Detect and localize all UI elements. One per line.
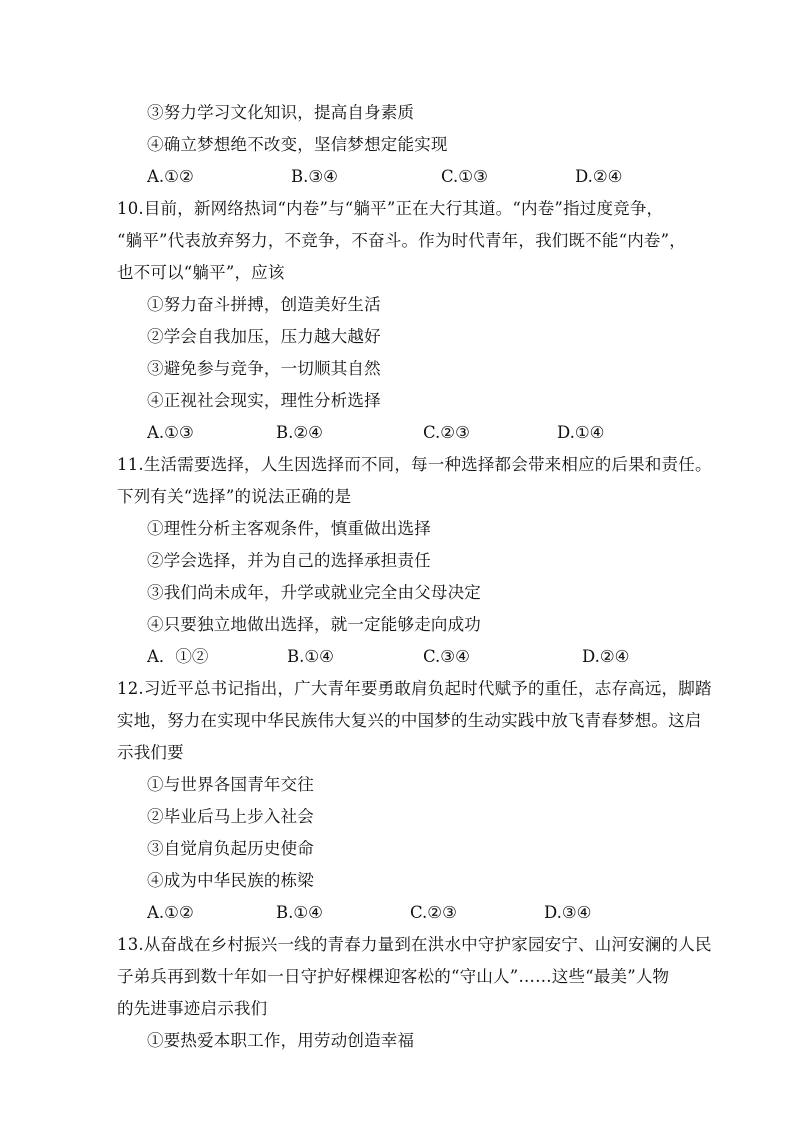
q12-item-3: ③自觉肩负起历史使命 [147, 839, 314, 858]
q12-option-b: B.①④ [276, 903, 323, 922]
q9-option-c: C.①③ [441, 167, 488, 186]
q13-item-1: ①要热爱本职工作，用劳动创造幸福 [147, 1031, 415, 1050]
q9-option-a: A.①② [147, 167, 194, 186]
q9-item-4: ④确立梦想绝不改变，坚信梦想定能实现 [147, 135, 448, 154]
q10-item-4: ④正视社会现实，理性分析选择 [147, 391, 381, 410]
q13-stem-line-2: 子弟兵再到数十年如一日守护好棵棵迎客松的“守山人”……这些“最美”人物 [117, 967, 670, 986]
q13-stem-line-1: 13.从奋战在乡村振兴一线的青春力量到在洪水中守护家园安宁、山河安澜的人民 [117, 935, 712, 954]
q10-option-d: D.①④ [557, 423, 605, 442]
q12-option-a: A.①② [147, 903, 194, 922]
q10-option-b: B.②④ [276, 423, 323, 442]
q11-option-a: A．①② [147, 647, 209, 666]
q11-option-b: B.①④ [287, 647, 334, 666]
q9-option-d: D.②④ [575, 167, 623, 186]
q10-option-a: A.①③ [147, 423, 194, 442]
q12-item-1: ①与世界各国青年交往 [147, 775, 314, 794]
q11-item-2: ②学会选择，并为自己的选择承担责任 [147, 551, 431, 570]
q11-item-4: ④只要独立地做出选择，就一定能够走向成功 [147, 615, 481, 634]
q11-option-d: D.②④ [582, 647, 630, 666]
q11-stem-line-2: 下列有关“选择”的说法正确的是 [117, 487, 352, 506]
q10-item-3: ③避免参与竞争，一切顺其自然 [147, 359, 381, 378]
q12-item-2: ②毕业后马上步入社会 [147, 807, 314, 826]
q10-stem-line-3: 也不可以“躺平”，应该 [117, 263, 285, 282]
q12-option-d: D.③④ [544, 903, 592, 922]
q10-option-c: C.②③ [423, 423, 470, 442]
q11-item-1: ①理性分析主客观条件，慎重做出选择 [147, 519, 431, 538]
q10-stem-line-1: 10.目前，新网络热词“内卷”与“躺平”正在大行其道。“内卷”指过度竞争， [117, 199, 664, 218]
q9-item-3: ③努力学习文化知识，提高自身素质 [147, 103, 415, 122]
q10-item-2: ②学会自我加压，压力越大越好 [147, 327, 381, 346]
q10-item-1: ①努力奋斗拼搏，创造美好生活 [147, 295, 381, 314]
q11-stem-line-1: 11.生活需要选择，人生因选择而不同，每一种选择都会带来相应的后果和责任。 [117, 455, 712, 474]
q11-option-c: C.③④ [423, 647, 470, 666]
q10-stem-line-2: “躺平”代表放弃努力，不竞争，不奋斗。作为时代青年，我们既不能“内卷”， [117, 231, 686, 250]
q12-stem-line-2: 实地，努力在实现中华民族伟大复兴的中国梦的生动实践中放飞青春梦想。这启 [117, 711, 702, 730]
q11-item-3: ③我们尚未成年，升学或就业完全由父母决定 [147, 583, 481, 602]
q9-option-b: B.③④ [291, 167, 338, 186]
q12-stem-line-3: 示我们要 [117, 743, 184, 762]
q12-stem-line-1: 12.习近平总书记指出，广大青年要勇敢肩负起时代赋予的重任，志存高远，脚踏 [117, 679, 712, 698]
q13-stem-line-3: 的先进事迹启示我们 [117, 999, 268, 1018]
q12-option-c: C.②③ [410, 903, 457, 922]
q12-item-4: ④成为中华民族的栋梁 [147, 871, 314, 890]
